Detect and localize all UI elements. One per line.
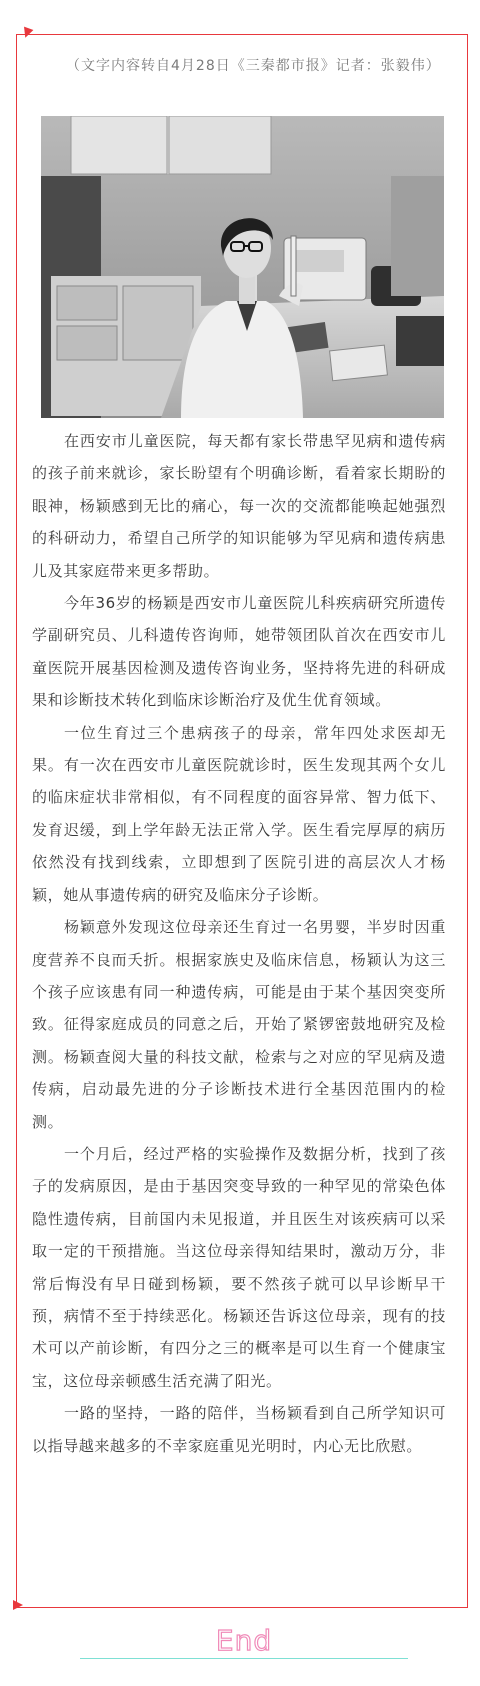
- end-divider: [80, 1624, 408, 1664]
- article-paragraph: 今年36岁的杨颖是西安市儿童医院儿科疾病研究所遗传学副研究员、儿科遗传咨询师，她带领团队首次在西安市儿童医院开展基因检测及遗传咨询业务，坚持将先进的科研成果和诊断技术转化到临床诊断治疗及优生优育领域。: [32, 594, 446, 710]
- lab-scene-photo: [41, 116, 444, 418]
- article-paragraph: 杨颖意外发现这位母亲还生育过一名男婴，半岁时因重度营养不良而夭折。根据家族史及临床信息，杨颖认为这三个孩子应该患有同一种遗传病，可能是由于某个基因突变所致。征得家庭成员的同意之后，开始了紧锣密鼓地研究及检测。杨颖查阅大量的科技文献，检索与之对应的罕见病及遗传病，启动最先进的分子诊断技术进行全基因范围内的检测。: [32, 918, 446, 1131]
- article-paragraph: 一位生育过三个患病孩子的母亲，常年四处求医却无果。有一次在西安市儿童医院就诊时，医生发现其两个女儿的临床症状非常相似，有不同程度的面容异常、智力低下、发育迟缓，到上学年龄无法正常入学。医生看完厚厚的病历依然没有找到线索，立即想到了医院引进的高层次人才杨颖，她从事遗传病的研究及临床分子诊断。: [32, 723, 446, 904]
- article-paragraph: 一个月后，经过严格的实验操作及数据分析，找到了孩子的发病原因，是由于基因突变导致的一种罕见的常染色体隐性遗传病，目前国内未见报道，并且医生对该疾病可以采取一定的干预措施。当这位母亲得知结果时，激动万分，非常后悔没有早日碰到杨颖，要不然孩子就可以早诊断早干预，病情不至于持续恶化。杨颖还告诉这位母亲，现有的技术可以产前诊断，有四分之三的概率是可以生育一个健康宝宝，这位母亲顿感生活充满了阳光。: [32, 1144, 446, 1390]
- article-body: [32, 425, 446, 1462]
- article-photo: [41, 116, 444, 418]
- article-paragraph: 在西安市儿童医院，每天都有家长带患罕见病和遗传病的孩子前来就诊，家长盼望有个明确诊断，看着家长期盼的眼神，杨颖感到无比的痛心，每一次的交流都能唤起她强烈的科研动力，希望自己所学的知识能够为罕见病和遗传病患儿及其家庭带来更多帮助。: [32, 432, 446, 580]
- source-note: （文字内容转自4月28日《三秦都市报》记者：张毅伟）: [66, 58, 441, 74]
- frame-corner-bottom-left: [13, 1600, 23, 1610]
- end-divider-line: [80, 1658, 408, 1659]
- end-label: End: [215, 1624, 273, 1657]
- article-paragraph: 一路的坚持，一路的陪伴，当杨颖看到自己所学知识可以指导越来越多的不幸家庭重见光明时，内心无比欣慰。: [32, 1404, 446, 1455]
